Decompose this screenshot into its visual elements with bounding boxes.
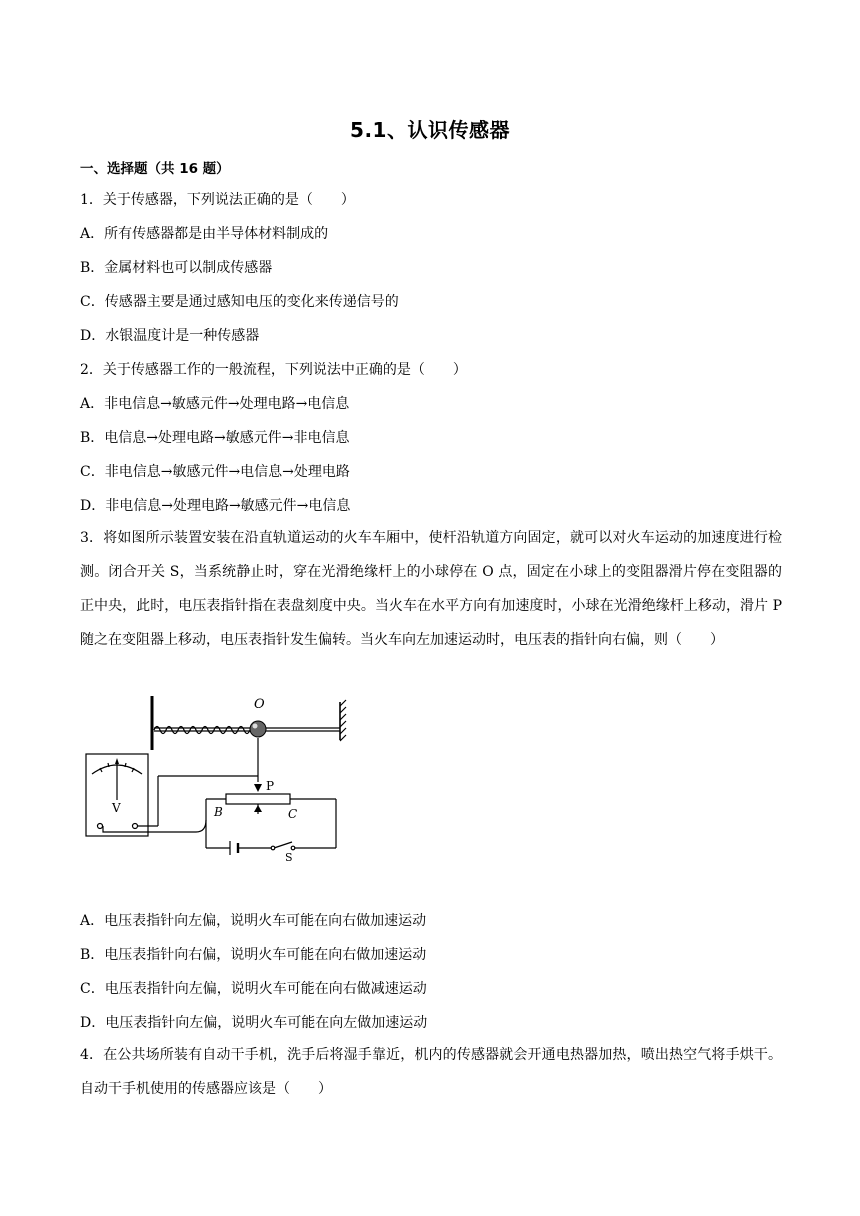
label-p: P <box>266 779 275 793</box>
question-2-option-a: A．非电信息→敏感元件→处理电路→电信息 <box>80 396 350 412</box>
question-4-stem: 4．在公共场所装有自动干手机，洗手后将湿手靠近，机内的传感器就会开通电热器加热，喷出热空气将手烘干。自动干手机使用的传感器应该是（ ） <box>80 1047 782 1097</box>
question-1-stem: 1．关于传感器，下列说法正确的是（ ） <box>80 192 355 208</box>
question-3-option-d: D．电压表指针向左偏，说明火车可能在向左做加速运动 <box>80 1015 428 1031</box>
accelerometer-circuit-diagram <box>82 692 352 862</box>
question-1-option-b: B．金属材料也可以制成传感器 <box>80 260 273 276</box>
question-2-option-b: B．电信息→处理电路→敏感元件→非电信息 <box>80 430 350 446</box>
label-c: C <box>288 807 298 821</box>
label-s: S <box>285 851 293 862</box>
question-3-option-c: C．电压表指针向左偏，说明火车可能在向右做减速运动 <box>80 981 427 997</box>
question-3-option-a: A．电压表指针向左偏，说明火车可能在向右做加速运动 <box>80 913 427 929</box>
question-1-option-c: C．传感器主要是通过感知电压的变化来传递信号的 <box>80 294 399 310</box>
question-3-stem: 3．将如图所示装置安装在沿直轨道运动的火车车厢中，使杆沿轨道方向固定，就可以对火车运动的加速度进行检测。闭合开关 S，当系统静止时，穿在光滑绝缘杆上的小球停在 O 点，固定在小球上的变阻器滑片停在变阻器的正中央，此时，电压表指针指在表盘刻度中央。当火车在水平方向有加速度时，小球在光滑绝缘杆上移动，滑片 P 随之在变阻器上移动，电压表指针发生偏转。当火车向左加速运动时，电压表的指针向右偏，则（ ） <box>80 530 782 648</box>
label-o: O <box>254 697 265 712</box>
section-heading: 一、选择题（共 16 题） <box>80 161 230 177</box>
label-b: B <box>214 805 223 819</box>
question-2-stem: 2．关于传感器工作的一般流程，下列说法中正确的是（ ） <box>80 362 467 378</box>
question-2-option-d: D．非电信息→处理电路→敏感元件→电信息 <box>80 498 351 514</box>
question-3-option-b: B．电压表指针向右偏，说明火车可能在向右做加速运动 <box>80 947 427 963</box>
question-1-option-d: D．水银温度计是一种传感器 <box>80 328 260 344</box>
label-v: V <box>112 801 121 815</box>
question-1-option-a: A．所有传感器都是由半导体材料制成的 <box>80 226 329 242</box>
question-2-option-c: C．非电信息→敏感元件→电信息→处理电路 <box>80 464 350 480</box>
document-title: 5.1、认识传感器 <box>350 118 510 142</box>
